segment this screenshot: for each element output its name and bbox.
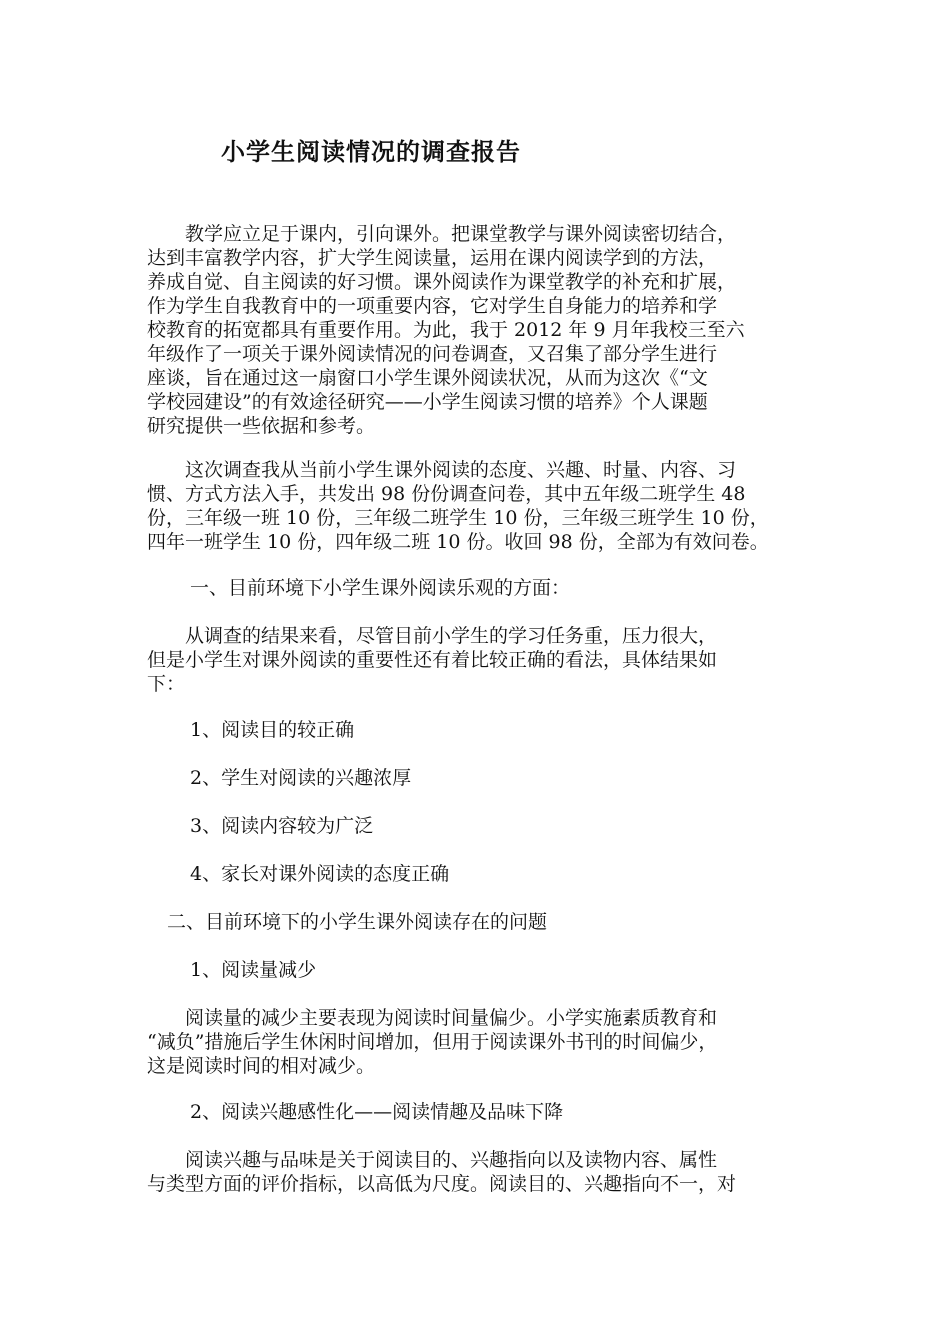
list-item: 1、阅读目的较正确 [190,719,355,741]
text-line: 作为学生自我教育中的一项重要内容，它对学生自身能力的培养和学 [147,295,718,317]
paragraph-survey-method [147,458,805,554]
list-item: 4、家长对课外阅读的态度正确 [190,863,450,885]
text-line: 年级作了一项关于课外阅读情况的问卷调查，又召集了部分学生进行 [147,343,718,365]
section-heading-2: 二、目前环境下的小学生课外阅读存在的问题 [167,911,548,933]
text-line: 校教育的拓宽都具有重要作用。为此，我于 2012 年 9 月年我校三至六 [147,319,745,341]
list-item: 2、学生对阅读的兴趣浓厚 [190,767,412,789]
subsection-heading-2: 2、阅读兴趣感性化——阅读情趣及品味下降 [190,1101,564,1123]
text-line: 阅读量的减少主要表现为阅读时间量偏少。小学实施素质教育和 [185,1007,718,1029]
text-line: 座谈，旨在通过这一扇窗口小学生课外阅读状况，从而为这次《“文 [147,367,708,389]
text-line: 下： [147,673,186,695]
text-line: 这是阅读时间的相对减少。 [147,1055,376,1077]
text-line: 阅读兴趣与品味是关于阅读目的、兴趣指向以及读物内容、属性 [185,1149,718,1171]
text-line: 研究提供一些依据和参考。 [147,415,376,437]
text-line: “减负”措施后学生休闲时间增加，但用于阅读课外书刊的时间偏少， [147,1031,718,1053]
text-line: 这次调查我从当前小学生课外阅读的态度、兴趣、时量、内容、习 [185,459,737,481]
section-heading-1: 一、目前环境下小学生课外阅读乐观的方面： [190,577,571,599]
text-line: 四年一班学生 10 份，四年级二班 10 份。收回 98 份，全部为有效问卷。 [147,531,769,553]
list-item: 3、阅读内容较为广泛 [190,815,374,837]
document-title: 小学生阅读情况的调查报告 [221,137,521,166]
text-line: 惯、方式方法入手，共发出 98 份份调查问卷，其中五年级二班学生 48 [147,483,746,505]
text-line: 但是小学生对课外阅读的重要性还有着比较正确的看法，具体结果如 [147,649,718,671]
text-line: 学校园建设”的有效途径研究——小学生阅读习惯的培养》个人课题 [147,391,708,413]
paragraph-results [147,624,805,696]
paragraph-reading-volume [147,1006,805,1078]
text-line: 养成自觉、自主阅读的好习惯。课外阅读作为课堂教学的补充和扩展， [147,271,737,293]
text-line: 份，三年级一班 10 份，三年级二班学生 10 份，三年级三班学生 10 份， [147,507,769,529]
paragraph-intro [147,222,805,438]
text-line: 达到丰富教学内容，扩大学生阅读量，运用在课内阅读学到的方法， [147,247,718,269]
text-line: 教学应立足于课内，引向课外。把课堂教学与课外阅读密切结合， [185,223,737,245]
text-line: 与类型方面的评价指标，以高低为尺度。阅读目的、兴趣指向不一，对 [147,1173,737,1195]
document-body [147,222,805,1215]
subsection-heading-1: 1、阅读量减少 [190,959,317,981]
text-line: 从调查的结果来看，尽管目前小学生的学习任务重，压力很大， [185,625,718,647]
paragraph-reading-interest [147,1148,805,1196]
